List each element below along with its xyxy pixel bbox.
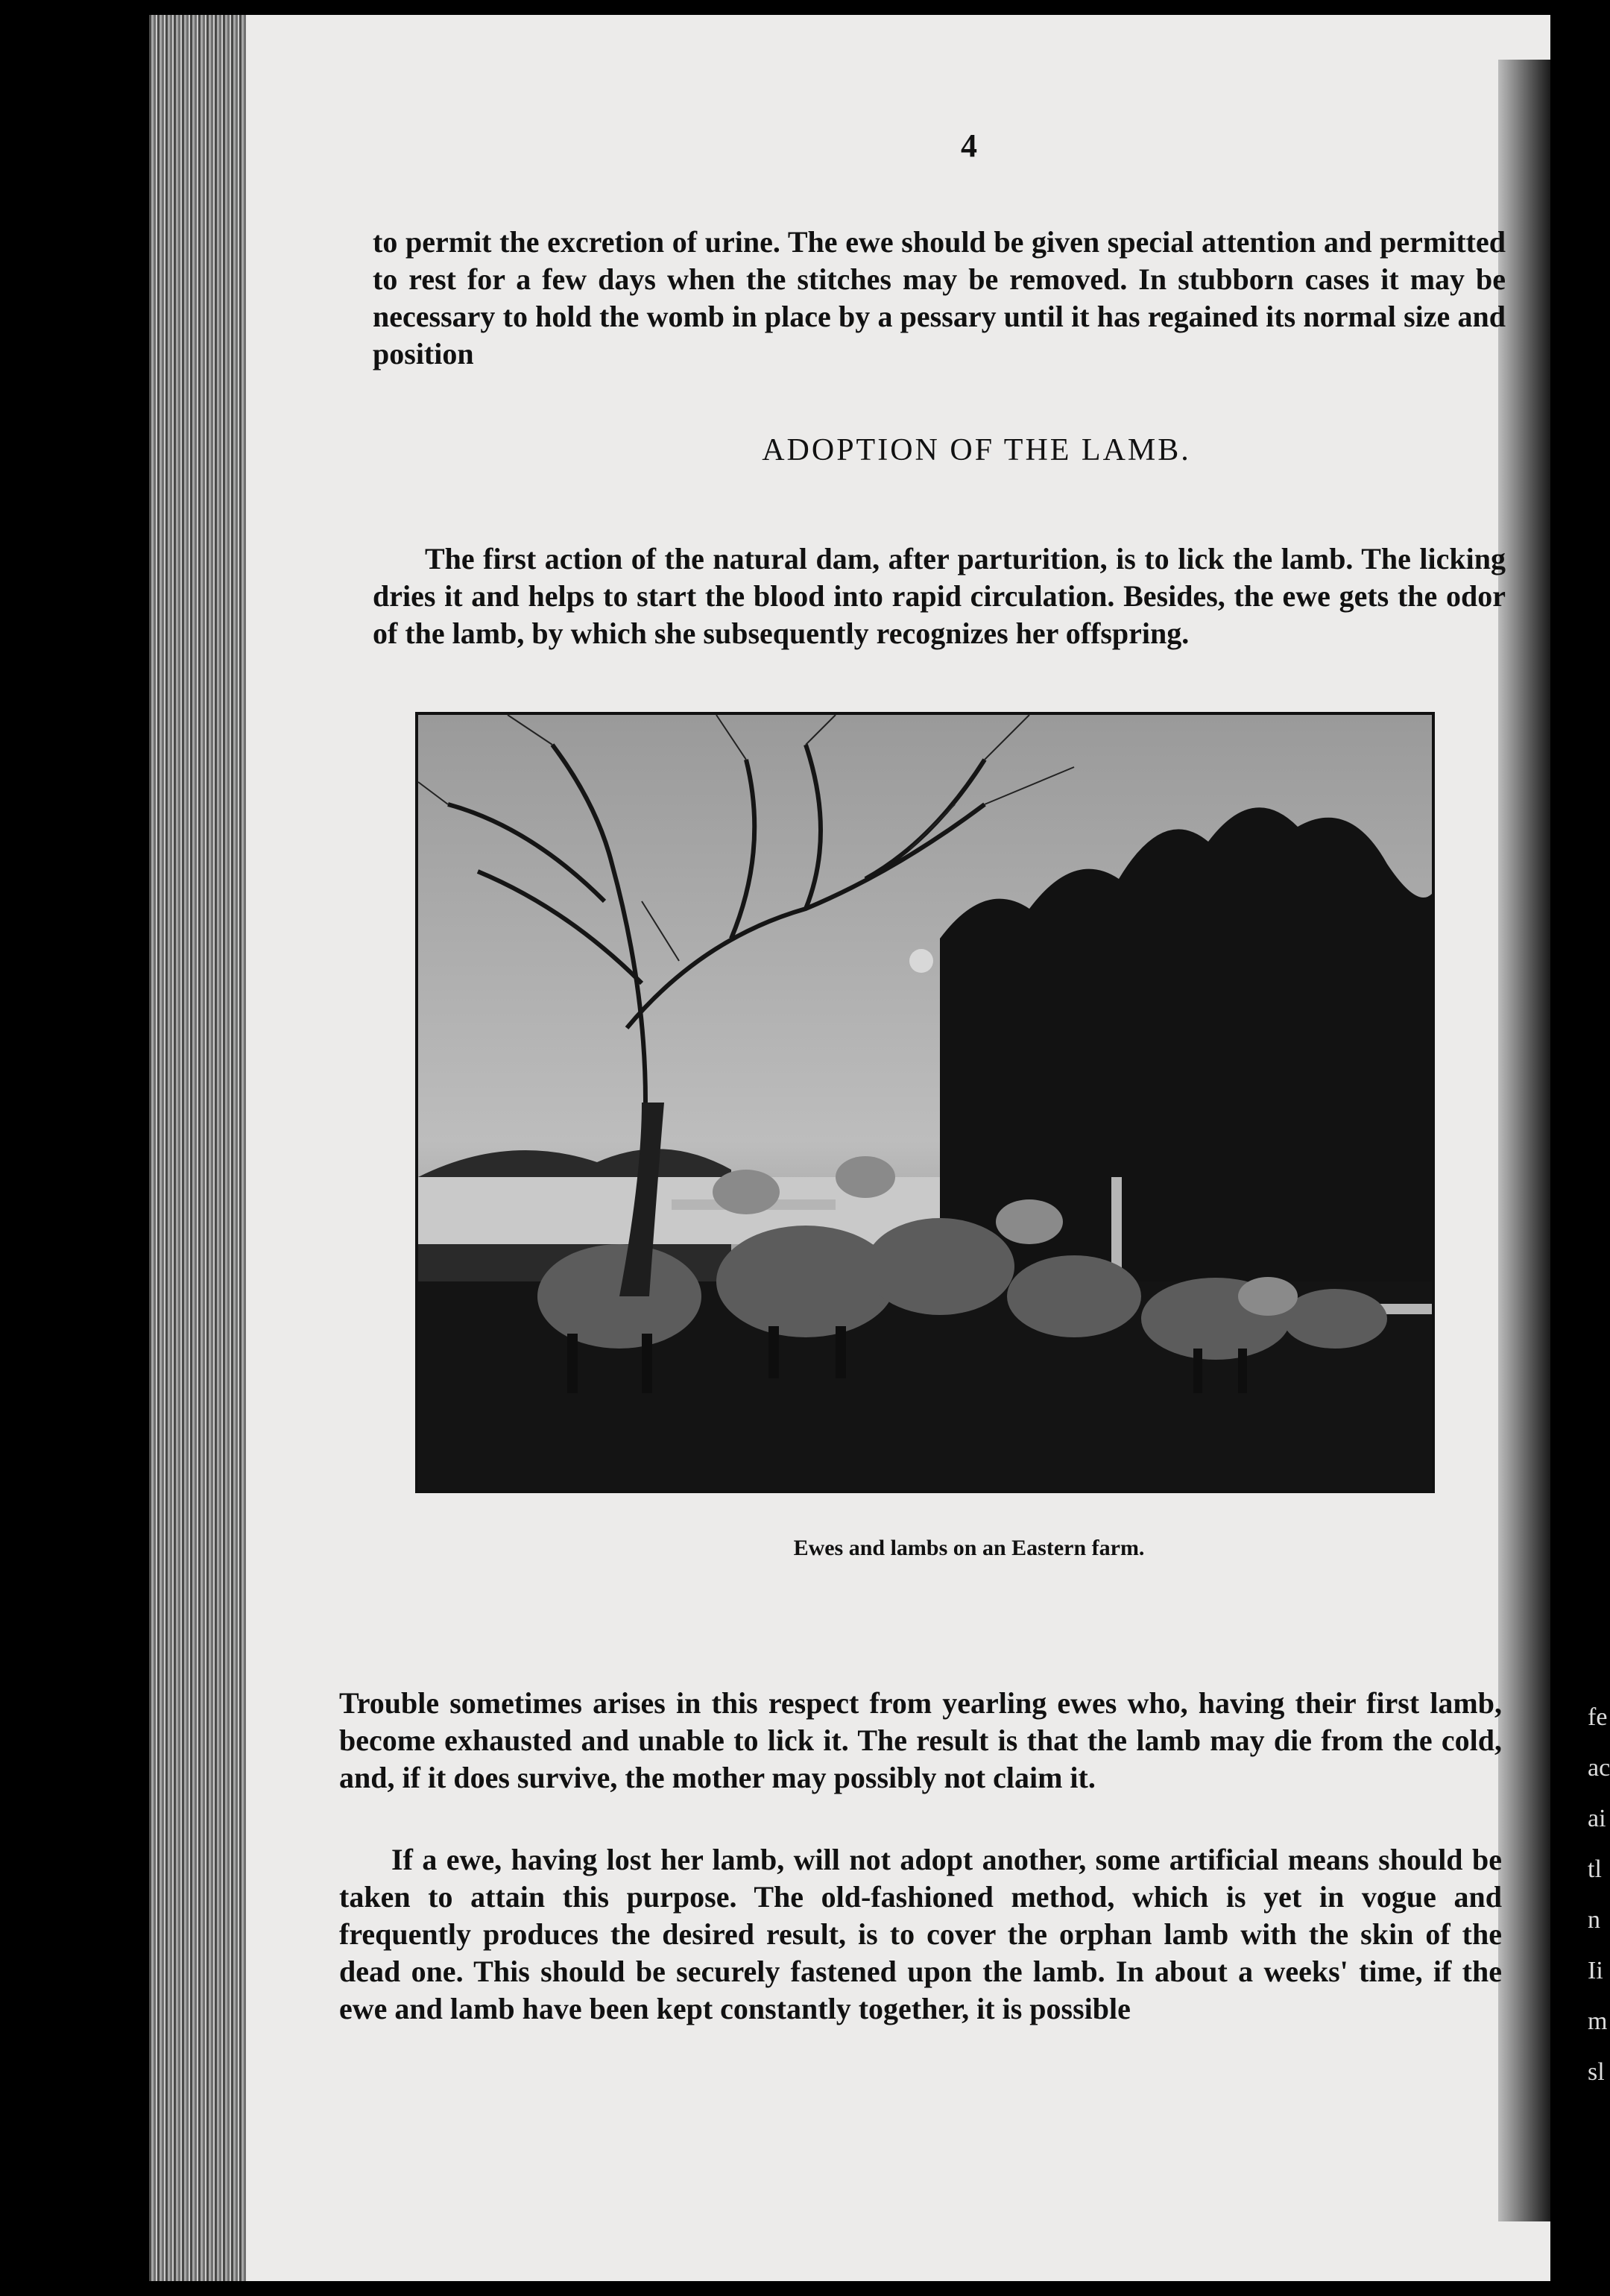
paragraph-first-action: The first action of the natural dam, after parturition, is to lick the lamb. The licking dries it and helps to start the blood into rapid circulation. Besides, the ewe gets the odor of the lamb, by which she subsequently recognizes her offspring.: [373, 542, 1506, 650]
book-page: [149, 15, 1550, 2281]
photo-illustration: [418, 715, 1432, 1490]
fragment-line: ac: [1588, 1754, 1610, 1782]
fragment-line: fe: [1588, 1703, 1608, 1731]
paragraph-trouble: Trouble sometimes arises in this respect from yearling ewes who, having their first lamb, become exhausted and unable to lick it. The result is that the lamb may die from the cold, and, if it does survive, the mother may possibly not claim it.: [339, 1686, 1502, 1794]
page-stack-edge: [149, 15, 246, 2281]
photo-caption: Ewes and lambs on an Eastern farm.: [793, 1536, 1145, 1560]
farm-photograph: [415, 712, 1435, 1493]
fragment-line: m: [1588, 2008, 1608, 2035]
paragraph-continuation: to permit the excretion of urine. The ewe should be given special attention and permitted to rest for a few days when the stitches may be removed. In stubborn cases it may be necessary to hold the womb in place by a pessary until it has regained its normal size and position: [373, 225, 1506, 370]
fragment-line: Ii: [1588, 1957, 1603, 1984]
paragraph-adoption-method: If a ewe, having lost her lamb, will not adopt another, some artificial means should be taken to attain this purpose. The old-fashioned method, which is yet in vogue and frequently produces the desired result, is to cover the orphan lamb with the skin of the dead one. This should be securely fastened upon the lamb. In about a weeks' time, if the ewe and lamb have been kept constantly together, it is possible: [339, 1843, 1502, 2025]
fragment-line: sl: [1588, 2058, 1605, 2086]
page-number: 4: [961, 127, 977, 164]
section-heading: ADOPTION OF THE LAMB.: [762, 433, 1191, 467]
gutter-shadow: [1498, 60, 1550, 2221]
fragment-line: ai: [1588, 1805, 1606, 1832]
facing-page-fragments: [1588, 1692, 1610, 2098]
fragment-line: n: [1588, 1906, 1600, 1934]
fragment-line: tl: [1588, 1855, 1602, 1883]
